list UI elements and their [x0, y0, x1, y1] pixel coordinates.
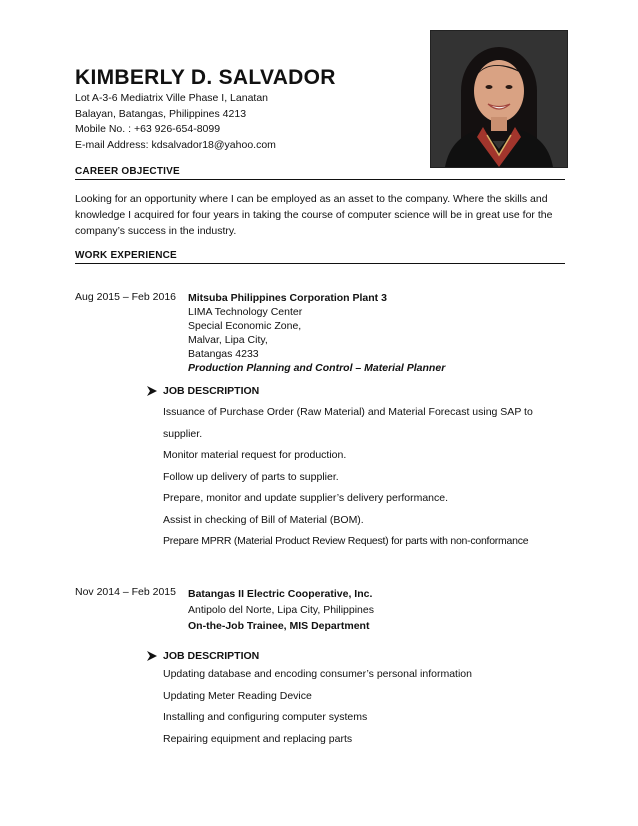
career-objective-text: Looking for an opportunity where I can be employed as an asset to the company. Where the skills and knowledge I acquired for four years in taking the course of computer science will be in great use for the company’s success in the industry.	[75, 193, 553, 237]
mobile-number: Mobile No. : +63 926-654-8099	[75, 123, 221, 135]
list-item: Follow up delivery of parts to supplier.	[163, 470, 339, 483]
job-1-details	[188, 291, 445, 375]
job-2-details	[188, 586, 374, 634]
list-item: Prepare, monitor and update supplier’s delivery performance.	[163, 492, 449, 504]
list-item: supplier.	[163, 427, 203, 440]
list-item: Prepare MPRR (Material Product Review Request) for parts with non-conformance	[163, 535, 529, 547]
job-2-description-heading	[146, 650, 259, 662]
job-1-address-line: Malvar, Lipa City,	[188, 334, 268, 346]
job-2-date: Nov 2014 – Feb 2015	[75, 586, 176, 598]
job-1-company: Mitsuba Philippines Corporation Plant 3	[188, 292, 387, 304]
list-item: Assist in checking of Bill of Material (BOM).	[163, 513, 364, 526]
portrait-image	[431, 31, 567, 167]
job-2-address-line: Antipolo del Norte, Lipa City, Philippines	[188, 604, 374, 616]
email-address: E-mail Address: kdsalvador18@yahoo.com	[75, 138, 276, 151]
job-description-label: JOB DESCRIPTION	[163, 385, 260, 397]
list-item: Monitor material request for production.	[163, 449, 347, 461]
list-item: Issuance of Purchase Order (Raw Material) and Material Forecast using SAP to	[163, 406, 533, 418]
job-1-address-line: Special Economic Zone,	[188, 320, 302, 332]
section-divider	[75, 179, 565, 180]
list-item: Repairing equipment and replacing parts	[163, 732, 353, 745]
profile-photo	[430, 30, 568, 168]
job-2-duties-list	[163, 664, 472, 750]
arrow-bullet-icon	[146, 386, 158, 396]
list-item: Installing and configuring computer systems	[163, 711, 368, 723]
section-divider	[75, 263, 565, 264]
job-2-company: Batangas II Electric Cooperative, Inc.	[188, 588, 373, 600]
job-description-label: JOB DESCRIPTION	[163, 650, 260, 662]
job-1-position: Production Planning and Control – Material Planner	[188, 362, 446, 374]
job-1-duties-list	[163, 402, 533, 553]
job-1-description-heading	[146, 385, 259, 397]
applicant-name: KIMBERLY D. SALVADOR	[75, 66, 336, 89]
job-2-position: On-the-Job Trainee, MIS Department	[188, 620, 370, 632]
address-line-2: Balayan, Batangas, Philippines 4213	[75, 107, 247, 120]
job-1-address-line: Batangas 4233	[188, 348, 259, 360]
job-1-address-line: LIMA Technology Center	[188, 306, 303, 318]
list-item: Updating Meter Reading Device	[163, 689, 312, 702]
career-objective-heading: CAREER OBJECTIVE	[75, 166, 180, 177]
address-line-1: Lot A-3-6 Mediatrix Ville Phase I, Lanatan	[75, 92, 269, 104]
list-item: Updating database and encoding consumer’s personal information	[163, 668, 472, 680]
arrow-bullet-icon	[146, 651, 158, 661]
job-1-date: Aug 2015 – Feb 2016	[75, 291, 177, 303]
contact-block	[75, 91, 276, 153]
work-experience-heading: WORK EXPERIENCE	[75, 250, 177, 261]
